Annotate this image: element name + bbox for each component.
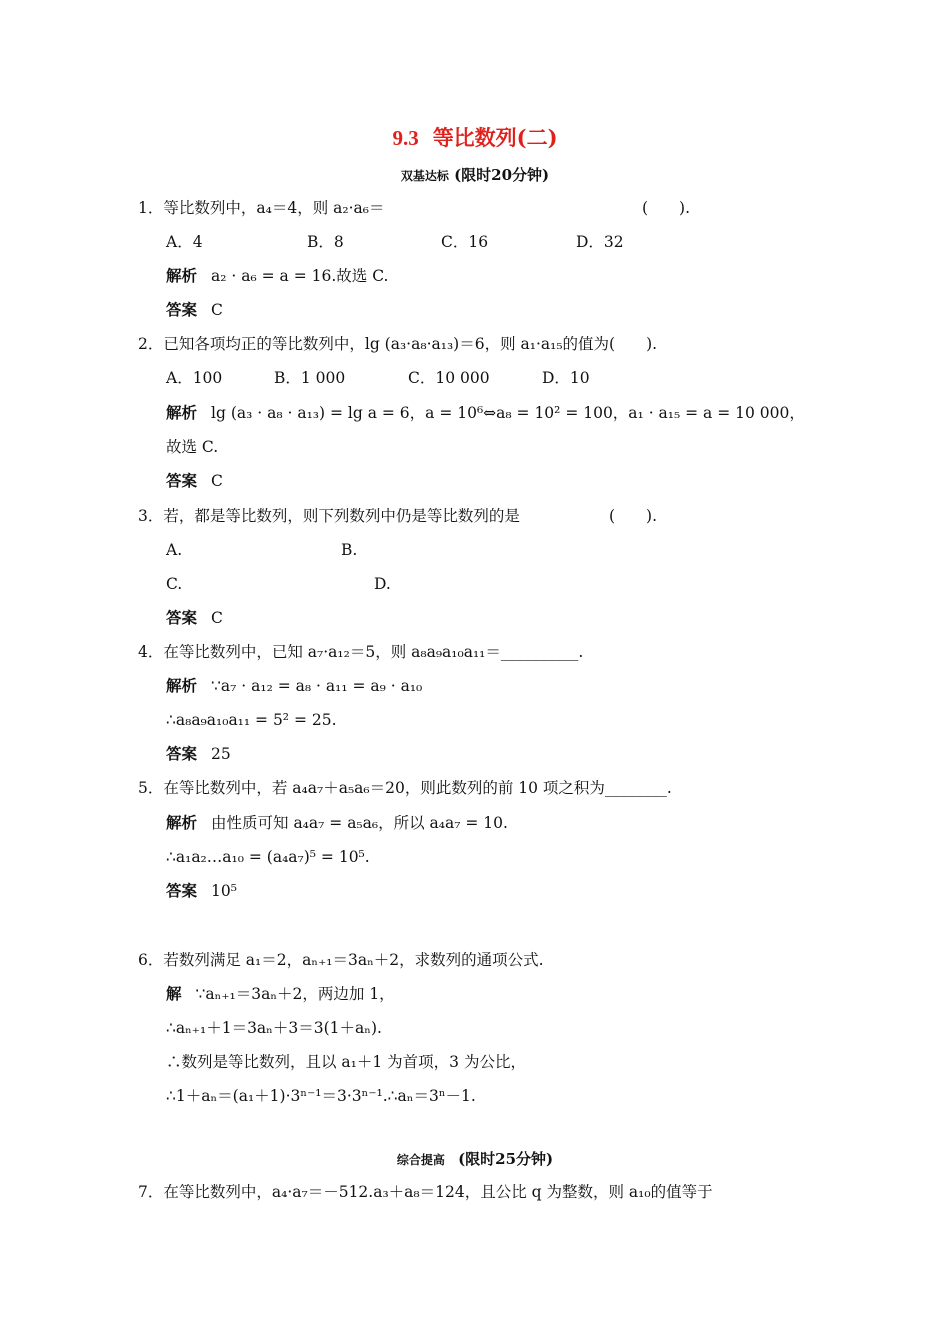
answer-value: C <box>211 472 223 490</box>
solution-label: 解 <box>166 985 182 1003</box>
answer-value: C <box>211 301 223 319</box>
question-text: 若数列满足 a₁＝2，aₙ₊₁＝3aₙ＋2，求数列的通项公式. <box>163 951 544 969</box>
question-text: 在等比数列中，若 a₄a₇＋a₅a₆＝20，则此数列的前 10 项之积为________. <box>163 779 672 797</box>
question-4 <box>138 642 583 662</box>
question-text: 在等比数列中，已知 a₇·a₁₂＝5，则 a₈a₉a₁₀a₁₁＝__________. <box>163 643 584 661</box>
answer-label: 答案 <box>166 472 198 490</box>
analysis-text: ∵a₇ · a₁₂ = a₈ · a₁₁ = a₉ · a₁₀ <box>211 677 423 695</box>
solution-6-line-4: ∴1＋aₙ＝(a₁＋1)·3ⁿ⁻¹＝3·3ⁿ⁻¹.∴aₙ＝3ⁿ－1. <box>166 1087 476 1105</box>
analysis-5-cont: ∴a₁a₂…a₁₀ = (a₄a₇)⁵ = 10⁵. <box>166 848 370 866</box>
solution-6-line-3: ∴数列是等比数列，且以 a₁＋1 为首项，3 为公比， <box>166 1053 526 1071</box>
analysis-2-cont: 故选 C. <box>166 438 219 456</box>
analysis-label: 解析 <box>166 267 198 285</box>
option-a: A．100 <box>166 369 223 387</box>
section-name: 双基达标 <box>400 169 449 183</box>
section-heading-advanced <box>0 1148 950 1169</box>
question-7 <box>138 1182 713 1202</box>
question-number: 5． <box>138 779 164 797</box>
section-heading-basic <box>0 164 950 185</box>
page-title <box>0 122 950 152</box>
question-text: 已知各项均正的等比数列中，lg (a₃·a₈·a₁₃)＝6，则 a₁·a₁₅的值为( ). <box>163 335 658 353</box>
analysis-5 <box>166 813 508 833</box>
title-number: 9.3 <box>392 126 419 150</box>
option-b: B．1 000 <box>274 369 346 387</box>
option-a: A. <box>166 541 183 559</box>
question-text: 在等比数列中，a₄·a₇＝－512.a₃＋a₈＝124，且公比 q 为整数，则 a₁₀的值等于 <box>163 1183 713 1201</box>
question-text: 若，都是等比数列，则下列数列中仍是等比数列的是 <box>163 507 520 525</box>
question-number: 3． <box>138 507 164 525</box>
question-number: 1． <box>138 199 164 217</box>
question-1 <box>138 198 384 218</box>
answer-label: 答案 <box>166 745 198 763</box>
answer-label: 答案 <box>166 882 198 900</box>
question-number: 7． <box>138 1183 164 1201</box>
option-c: C．16 <box>441 233 489 251</box>
question-6 <box>138 950 544 970</box>
question-text: 等比数列中，a₄＝4，则 a₂·a₆＝ <box>163 199 385 217</box>
title-text: 等比数列(二) <box>432 125 558 150</box>
option-b: B．8 <box>307 233 344 251</box>
answer-label: 答案 <box>166 301 198 319</box>
answer-value: 10⁵ <box>211 882 237 900</box>
answer-value: C <box>211 609 223 627</box>
section-name: 综合提高 <box>396 1153 445 1167</box>
analysis-label: 解析 <box>166 677 198 695</box>
answer-3 <box>166 608 223 628</box>
analysis-label: 解析 <box>166 404 198 422</box>
question-5 <box>138 778 672 798</box>
question-number: 6． <box>138 951 164 969</box>
answer-5 <box>166 881 237 901</box>
section-time: (限时25分钟) <box>458 1150 554 1168</box>
analysis-2 <box>166 403 805 423</box>
answer-parenthesis: ( ). <box>609 507 658 525</box>
answer-4 <box>166 744 231 764</box>
question-2 <box>138 334 657 354</box>
answer-label: 答案 <box>166 609 198 627</box>
analysis-4 <box>166 676 422 696</box>
option-c: C. <box>166 575 183 593</box>
answer-value: 25 <box>211 745 231 763</box>
solution-6-line-2: ∴aₙ₊₁＋1＝3aₙ＋3＝3(1＋aₙ). <box>166 1019 382 1037</box>
option-a: A．4 <box>166 233 203 251</box>
option-d: D. <box>374 575 391 593</box>
section-time: (限时20分钟) <box>454 166 550 184</box>
option-d: D．32 <box>576 233 624 251</box>
analysis-text: lg (a₃ · a₈ · a₁₃) = lg a = 6，a = 10⁶⇔a₈ = 10² = 100，a₁ · a₁₅ = a = 10 000， <box>211 404 805 422</box>
answer-parenthesis: ( ). <box>642 199 691 217</box>
option-c: C．10 000 <box>408 369 490 387</box>
analysis-4-cont: ∴a₈a₉a₁₀a₁₁ = 5² = 25. <box>166 711 337 729</box>
question-3 <box>138 506 520 526</box>
analysis-label: 解析 <box>166 814 198 832</box>
solution-6-line-1 <box>166 984 395 1004</box>
analysis-1 <box>166 266 388 286</box>
option-b: B. <box>341 541 358 559</box>
question-number: 2． <box>138 335 164 353</box>
solution-text: ∵aₙ₊₁＝3aₙ＋2，两边加 1， <box>195 985 395 1003</box>
answer-2 <box>166 471 223 491</box>
analysis-text: 由性质可知 a₄a₇ = a₅a₆，所以 a₄a₇ = 10. <box>211 814 508 832</box>
analysis-text: a₂ · a₆ = a = 16.故选 C. <box>211 267 389 285</box>
option-d: D．10 <box>542 369 590 387</box>
answer-1 <box>166 300 223 320</box>
question-number: 4． <box>138 643 164 661</box>
